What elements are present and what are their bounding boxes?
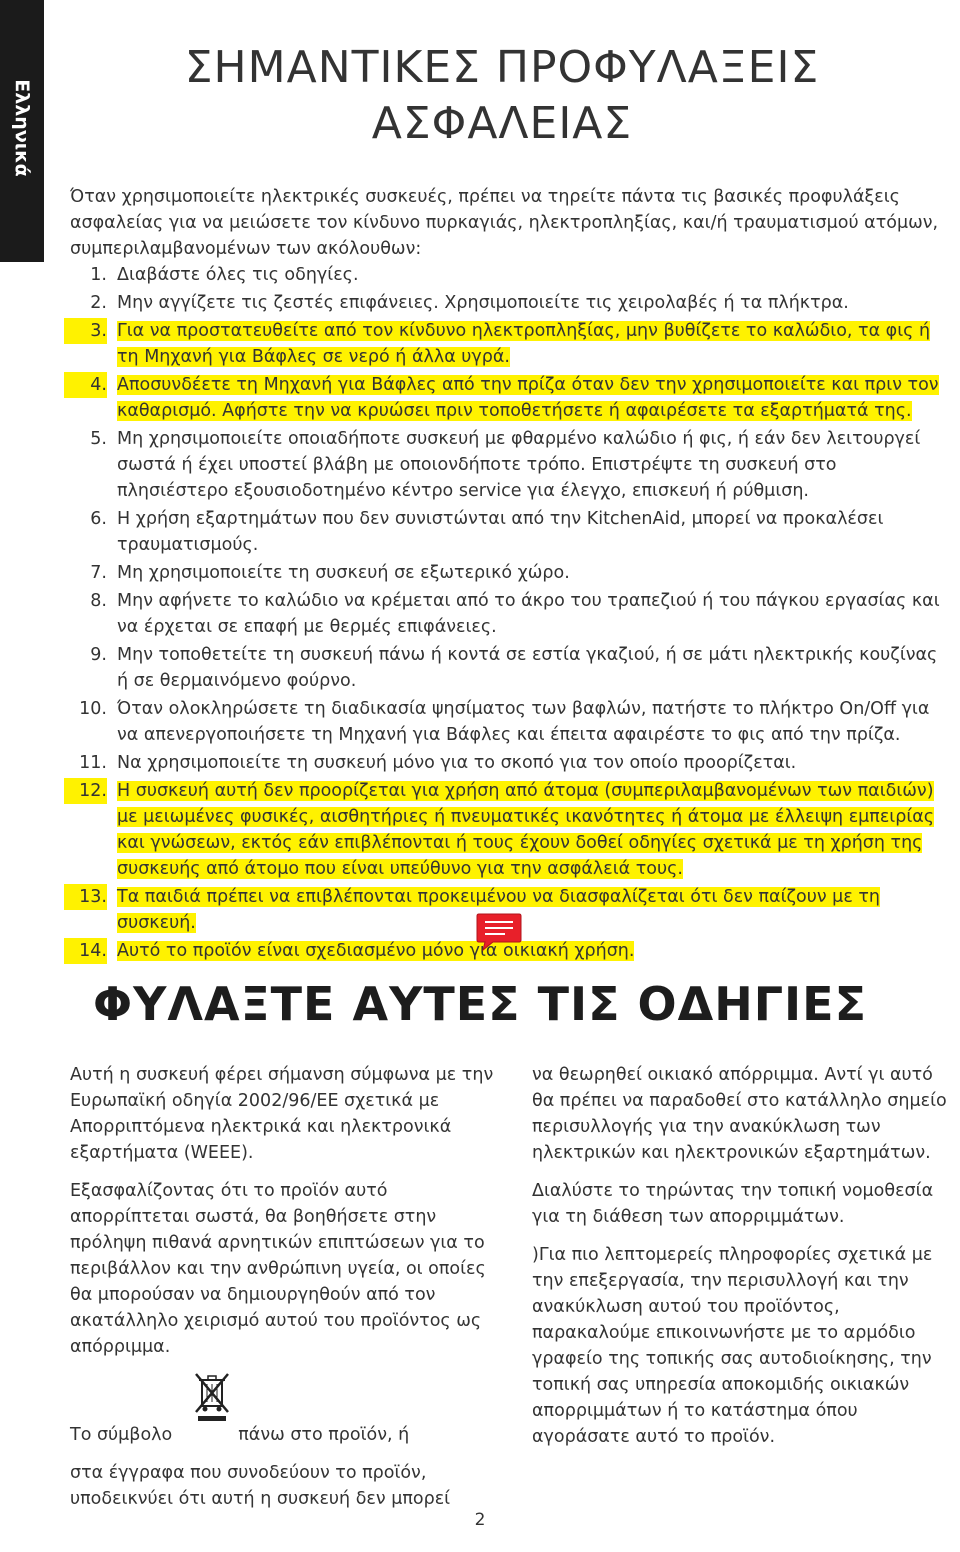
- weee-right-column: [532, 1062, 952, 1462]
- rule-item: 6. Η χρήση εξαρτημάτων που δεν συνιστώνται από την KitchenAid, μπορεί να προκαλέσει τραυματισμούς.: [90, 509, 884, 555]
- rule-item-highlighted: 14. Αυτό το προϊόν είναι σχεδιασμένο μόνο για οικιακή χρήση.: [70, 938, 950, 964]
- weee-paragraph: Εξασφαλίζοντας ότι το προϊόν αυτό απορρίπτεται σωστά, θα βοηθήσετε στην πρόληψη πιθανά αρνητικών επιπτώσεων για το περιβάλλον και την ανθρώπινη υγεία, οι οποίες θα μπορούσαν να δημιουργηθούν από τον ακατάλληλο χειρισμό αυτού του προϊόντος ως απόρριμμα.: [70, 1181, 486, 1357]
- rule-item: 8. Μην αφήνετε το καλώδιο να κρέμεται από το άκρο του τραπεζιού ή του πάγκου εργασίας και να έρχεται σε επαφή με θερμές επιφάνειες.: [90, 591, 940, 637]
- language-tab-label: Ελληνικά: [11, 79, 33, 177]
- rule-item: 1. Διαβάστε όλες τις οδηγίες.: [90, 265, 359, 285]
- weee-symbol-line: Το σύμβολο πάνω στο προϊόν, ή: [70, 1425, 410, 1445]
- rule-item: 10. Όταν ολοκληρώσετε τη διαδικασία ψησίματος των βαφλών, πατήστε το πλήκτρο On/Off για να απενεργοποιήσετε τη Μηχανή για Βάφλες και έπειτα αφαιρέστε το φις από την πρίζα.: [79, 699, 930, 745]
- intro-text: Όταν χρησιμοποιείτε ηλεκτρικές συσκευές, πρέπει να τηρείτε πάντα τις βασικές προφυλάξεις ασφαλείας για να μειώσετε τον κίνδυνο πυρκαγιάς, ηλεκτροπληξίας, και/ή τραυματισμού ατόμων, συμπεριλαμβανομένων των ακόλουθων:: [70, 187, 939, 259]
- comment-note-icon[interactable]: [475, 912, 523, 952]
- safety-rules-list: [70, 262, 950, 966]
- rule-item: 5. Μη χρησιμοποιείτε οποιαδήποτε συσκευή με φθαρμένο καλώδιο ή φις, ή εάν δεν λειτουργεί σωστά ή έχει υποστεί βλάβη με οποιονδήποτε τρόπο. Επιστρέψτε τη συσκευή στο πλησιέστερο εξουσιοδοτημένο κέντρο service για έλεγχο, επισκευή ή ρύθμιση.: [90, 429, 921, 501]
- rule-item-highlighted: 12. Η συσκευή αυτή δεν προορίζεται για χρήση από άτομα (συμπεριλαμβανομένων των παιδιών) με μειωμένες φυσικές, αισθητήριες ή πνευματικές ικανότητες ή άτομα με έλλειψη εμπειρίας και γνώσεων, εκτός εάν επιβλέπονται ή τους έχουν δοθεί οδηγίες σχετικά με τη χρήση της συσκευής από άτομο που είναι υπεύθυνο για την ασφάλειά τους.: [70, 778, 950, 882]
- rule-item: 2. Μην αγγίζετε τις ζεστές επιφάνειες. Χρησιμοποιείτε τις χειρολαβές ή τα πλήκτρα.: [90, 293, 849, 313]
- weee-paragraph: )Για πιο λεπτομερείς πληροφορίες σχετικά με την επεξεργασία, την περισυλλογή και την ανακύκλωση αυτού του προϊόντος, παρακαλούμε επικοινωνήστε με το αρμόδιο γραφείο της τοπικής σας αυτοδιοίκησης, την τοπική σας υπηρεσία αποκομιδής οικιακών απορριμμάτων ή το κατάστημα όπου αγοράσατε αυτό το προϊόν.: [532, 1245, 933, 1447]
- weee-symbol-wrap: [70, 1372, 500, 1422]
- weee-paragraph: Αυτή η συσκευή φέρει σήμανση σύμφωνα με την Ευρωπαϊκή οδηγία 2002/96/ΕΕ σχετικά με Απορριπτόμενα ηλεκτρικά και ηλεκτρονικά εξαρτήματα (WEEE).: [70, 1065, 494, 1163]
- rule-item: 7. Μη χρησιμοποιείτε τη συσκευή σε εξωτερικό χώρο.: [90, 563, 570, 583]
- weee-left-column: [70, 1062, 500, 1524]
- weee-paragraph: Διαλύστε το τηρώντας την τοπική νομοθεσία για τη διάθεση των απορριμμάτων.: [532, 1181, 934, 1227]
- rule-item: 11. Να χρησιμοποιείτε τη συσκευή μόνο για το σκοπό για τον οποίο προορίζεται.: [79, 753, 797, 773]
- page-title-line1: ΣΗΜΑΝΤΙΚΕΣ ΠΡΟΦΥΛΑΞΕΙΣ: [184, 42, 820, 93]
- page-title: [0, 40, 960, 152]
- rule-item: 9. Μην τοποθετείτε τη συσκευή πάνω ή κοντά σε εστία γκαζιού, ή σε μάτι ηλεκτρικής κουζίνας ή σε θερμαινόμενο φούρνο.: [90, 645, 938, 691]
- page-title-line2: ΑΣΦΑΛΕΙΑΣ: [371, 98, 633, 149]
- crossed-bin-icon: [190, 1372, 234, 1422]
- keep-instructions-heading: ΦΥΛΑΞΤΕ ΑΥΤΕΣ ΤΙΣ ΟΔΗΓΙΕΣ: [92, 977, 868, 1031]
- weee-paragraph: να θεωρηθεί οικιακό απόρριμμα. Αντί γι αυτό θα πρέπει να παραδοθεί στο κατάλληλο σημείο περισυλλογής για την ανακύκλωση των ηλεκτρικών και ηλεκτρονικών εξαρτημάτων.: [532, 1065, 947, 1163]
- weee-paragraph: στα έγγραφα που συνοδεύουν το προϊόν, υποδεικνύει ότι αυτή η συσκευή δεν μπορεί: [70, 1463, 451, 1509]
- page-number: 2: [474, 1510, 486, 1530]
- rule-item-highlighted: 4. Αποσυνδέετε τη Μηχανή για Βάφλες από την πρίζα όταν δεν την χρησιμοποιείτε και πριν τον καθαρισμό. Αφήστε την να κρυώσει πριν τοποθετήσετε ή αφαιρέσετε τα εξαρτήματά της.: [70, 372, 950, 424]
- rule-item-highlighted: 13. Τα παιδιά πρέπει να επιβλέπονται προκειμένου να διασφαλίζεται ότι δεν παίζουν με τη συσκευή.: [70, 884, 950, 936]
- rule-item-highlighted: 3. Για να προστατευθείτε από τον κίνδυνο ηλεκτροπληξίας, μην βυθίζετε το καλώδιο, τα φις ή τη Μηχανή για Βάφλες σε νερό ή άλλα υγρά.: [70, 318, 950, 370]
